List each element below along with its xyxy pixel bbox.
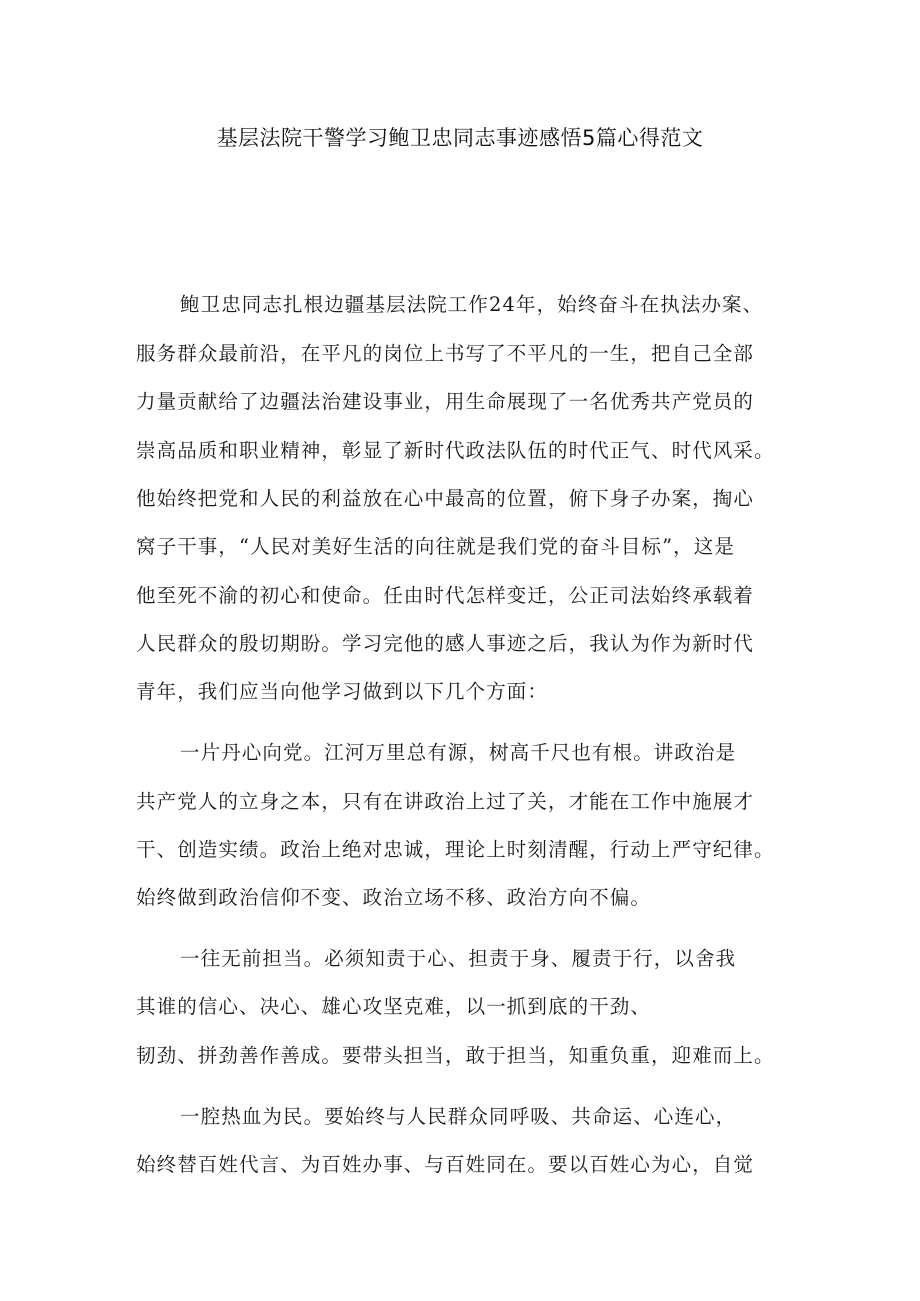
paragraph-3-line-3: 韧劲、拼劲善作善成。要带头担当，敢于担当，知重负重，迎难而上。 [136,1044,775,1067]
paragraph-1-line-5: 他始终把党和人民的利益放在心中最高的位置，俯下身子办案，掏心 [136,487,755,510]
paragraph-3-line-2: 其谁的信心、决心、雄心攻坚克难，以一抓到底的干劲、 [136,995,652,1018]
paragraph-4-line-1: 一腔热血为民。要始终与人民群众同呼吸、共命运、心连心， [180,1105,737,1128]
paragraph-1-line-8: 人民群众的殷切期盼。学习完他的感人事迹之后，我认为作为新时代 [136,632,755,655]
paragraph-2-line-2: 共产党人的立身之本，只有在讲政治上过了关，才能在工作中施展才 [136,790,755,813]
paragraph-1-line-1: 鲍卫忠同志扎根边疆基层法院工作24年，始终奋斗在执法办案、 [180,293,764,316]
paragraph-3-line-1: 一往无前担当。必须知责于心、担责于身、履责于行，以舍我 [180,947,737,970]
paragraph-1-line-6: 窝子干事，“人民对美好生活的向往就是我们党的奋斗目标”，这是 [136,535,735,558]
document-title: 基层法院干警学习鲍卫忠同志事迹感悟5篇心得范文 [216,126,704,150]
paragraph-1-line-3: 力量贡献给了边疆法治建设事业，用生命展现了一名优秀共产党员的 [136,390,755,413]
paragraph-1-line-9: 青年，我们应当向他学习做到以下几个方面： [136,680,549,703]
paragraph-2-line-4: 始终做到政治信仰不变、政治立场不移、政治方向不偏。 [136,886,652,909]
paragraph-2-line-3: 干、创造实绩。政治上绝对忠诚，理论上时刻清醒，行动上严守纪律。 [136,838,775,861]
paragraph-1-line-7: 他至死不渝的初心和使命。任由时代怎样变迁，公正司法始终承载着 [136,584,755,607]
paragraph-2-line-1: 一片丹心向党。江河万里总有源，树高千尺也有根。讲政治是 [180,741,737,764]
paragraph-4-line-2: 始终替百姓代言、为百姓办事、与百姓同在。要以百姓心为心，自觉 [136,1153,755,1176]
paragraph-1-line-2: 服务群众最前沿，在平凡的岗位上书写了不平凡的一生，把自己全部 [136,342,755,365]
paragraph-1-line-4: 崇高品质和职业精神，彰显了新时代政法队伍的时代正气、时代风采。 [136,439,775,462]
